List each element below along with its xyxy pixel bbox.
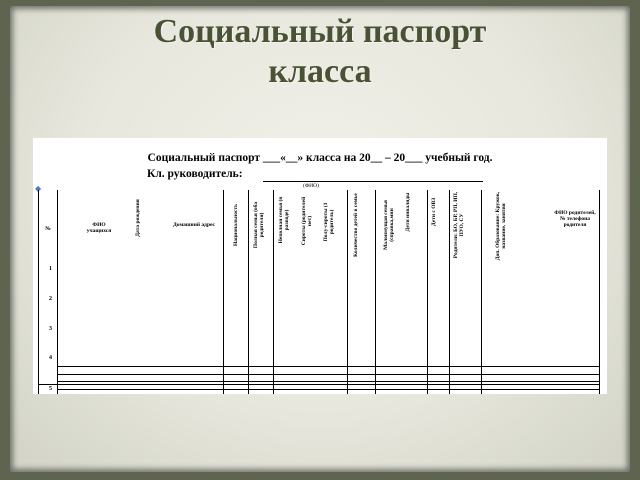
col-header-extra-education: Доп. Образование: Кружок, название, занятия	[495, 191, 507, 261]
table-border-left	[38, 190, 39, 394]
col-divider	[347, 190, 348, 394]
signature-line	[263, 181, 483, 182]
col-header-orphans: Сироты (родителей нет)	[301, 196, 313, 246]
col-divider	[223, 190, 224, 394]
row-divider	[57, 374, 599, 375]
col-header-fio-student: ФИО учащихся	[86, 222, 112, 234]
row-divider	[57, 366, 599, 367]
class-teacher-label: Кл. руководитель:	[147, 168, 243, 180]
col-divider	[481, 190, 482, 394]
document-image	[33, 138, 607, 394]
col-header-nationality: Национальность	[233, 203, 239, 247]
col-header-disabled-children: Дети инвалиды	[405, 192, 411, 232]
col-header-parents-fio: ФИО родителей, № телефона родителя	[554, 210, 596, 228]
col-divider	[375, 190, 376, 394]
document-heading: Социальный паспорт ___«__» класса на 20__ – 20___ учебный год.	[147, 152, 493, 164]
col-divider	[248, 190, 249, 394]
slide-title-line2: класса	[268, 53, 372, 90]
row-number: 2	[49, 296, 52, 302]
col-header-birth-date: Дата рождения	[135, 199, 141, 237]
col-divider	[449, 190, 450, 394]
col-header-home-address: Домашний адрес	[173, 222, 215, 228]
col-divider	[599, 190, 600, 394]
col-divider	[427, 190, 428, 394]
row-divider	[57, 381, 599, 382]
col-divider	[57, 190, 58, 394]
row-number: 4	[49, 355, 52, 361]
row-divider	[57, 389, 599, 390]
col-header-full-family: Полная семья (оба родителя)	[253, 201, 265, 249]
col-header-half-orphans: Полу-сироты (1 родитель)	[323, 202, 335, 242]
row-number: 1	[49, 266, 52, 272]
col-header-num: №	[45, 226, 51, 232]
col-header-children-count: Количество детей в семье	[353, 193, 359, 257]
slide-title-line1: Социальный паспорт	[153, 13, 487, 50]
row-number: 5	[49, 386, 52, 392]
col-header-ovz-children: Дети с ОВЗ	[431, 197, 437, 227]
col-header-parents-status: Родители: БО, БР, РП, ИП, ПУО, СУ	[453, 191, 465, 259]
col-divider	[273, 190, 274, 394]
col-header-low-income: Малоимущая семья (справка,мин	[383, 200, 395, 250]
col-header-incomplete-family: Неполная семья (в разводе)	[278, 196, 290, 244]
row-number: 3	[49, 326, 52, 332]
row-divider	[38, 384, 599, 385]
bullet-icon: ◆	[35, 184, 42, 193]
fio-note: (ФИО)	[303, 183, 319, 189]
